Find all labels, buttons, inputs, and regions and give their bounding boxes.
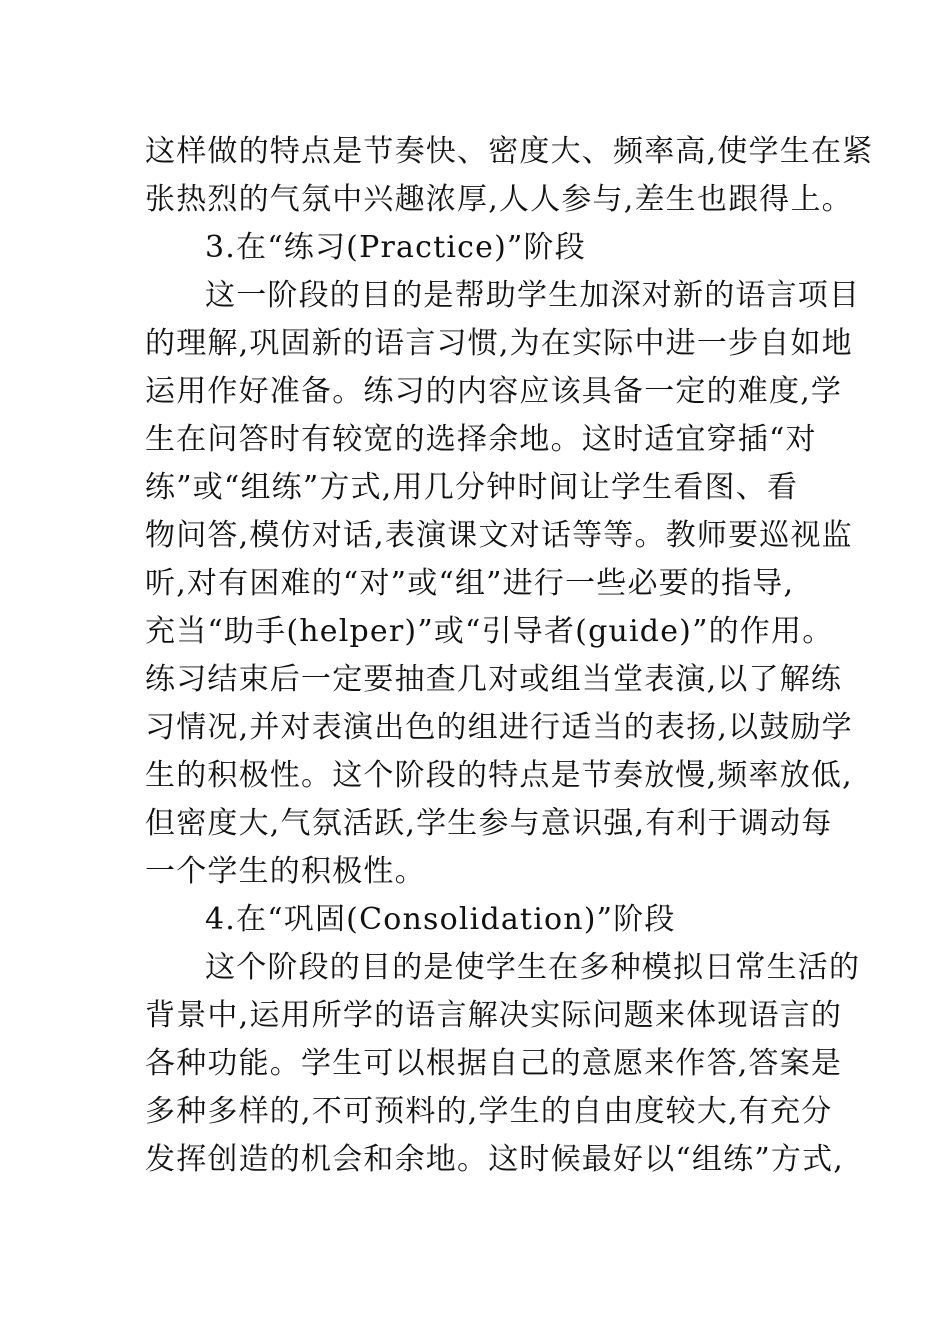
text-line: 物问答,模仿对话,表演课文对话等等。教师要巡视监 — [145, 518, 853, 553]
section-heading: 4.在“巩固(Consolidation)”阶段 — [205, 902, 676, 937]
text-line: 这个阶段的目的是使学生在多种模拟日常生活的 — [205, 950, 861, 985]
text-line: 的理解,巩固新的语言习惯,为在实际中进一步自如地 — [145, 326, 853, 361]
text-line: 一个学生的积极性。 — [145, 854, 426, 889]
text-line: 生在问答时有较宽的选择余地。这时适宜穿插“对 — [145, 422, 817, 457]
text-line: 各种功能。学生可以根据自己的意愿来作答,答案是 — [145, 1046, 843, 1081]
body-text — [145, 128, 874, 1184]
text-line: 运用作好准备。练习的内容应该具备一定的难度,学 — [145, 374, 843, 409]
text-line: 充当“助手(helper)”或“引导者(guide)”的作用。 — [145, 614, 834, 649]
text-line: 练”或“组练”方式,用几分钟时间让学生看图、看 — [145, 470, 799, 505]
text-line: 但密度大,气氛活跃,学生参与意识强,有利于调动每 — [145, 806, 833, 841]
text-line: 生的积极性。这个阶段的特点是节奏放慢,频率放低, — [145, 758, 853, 793]
text-line: 练习结束后一定要抽查几对或组当堂表演,以了解练 — [145, 662, 843, 697]
text-line: 听,对有困难的“对”或“组”进行一些必要的指导, — [145, 566, 795, 601]
section-heading: 3.在“练习(Practice)”阶段 — [205, 230, 586, 265]
text-line: 习情况,并对表演出色的组进行适当的表扬,以鼓励学 — [145, 710, 853, 745]
text-line: 张热烈的气氛中兴趣浓厚,人人参与,差生也跟得上。 — [145, 182, 853, 217]
text-line: 这样做的特点是节奏快、密度大、频率高,使学生在紧 — [145, 134, 874, 169]
text-line: 发挥创造的机会和余地。这时候最好以“组练”方式, — [145, 1142, 845, 1177]
text-line: 背景中,运用所学的语言解决实际问题来体现语言的 — [145, 998, 843, 1033]
text-line: 多种多样的,不可预料的,学生的自由度较大,有充分 — [145, 1094, 833, 1129]
text-line: 这一阶段的目的是帮助学生加深对新的语言项目 — [205, 278, 861, 313]
